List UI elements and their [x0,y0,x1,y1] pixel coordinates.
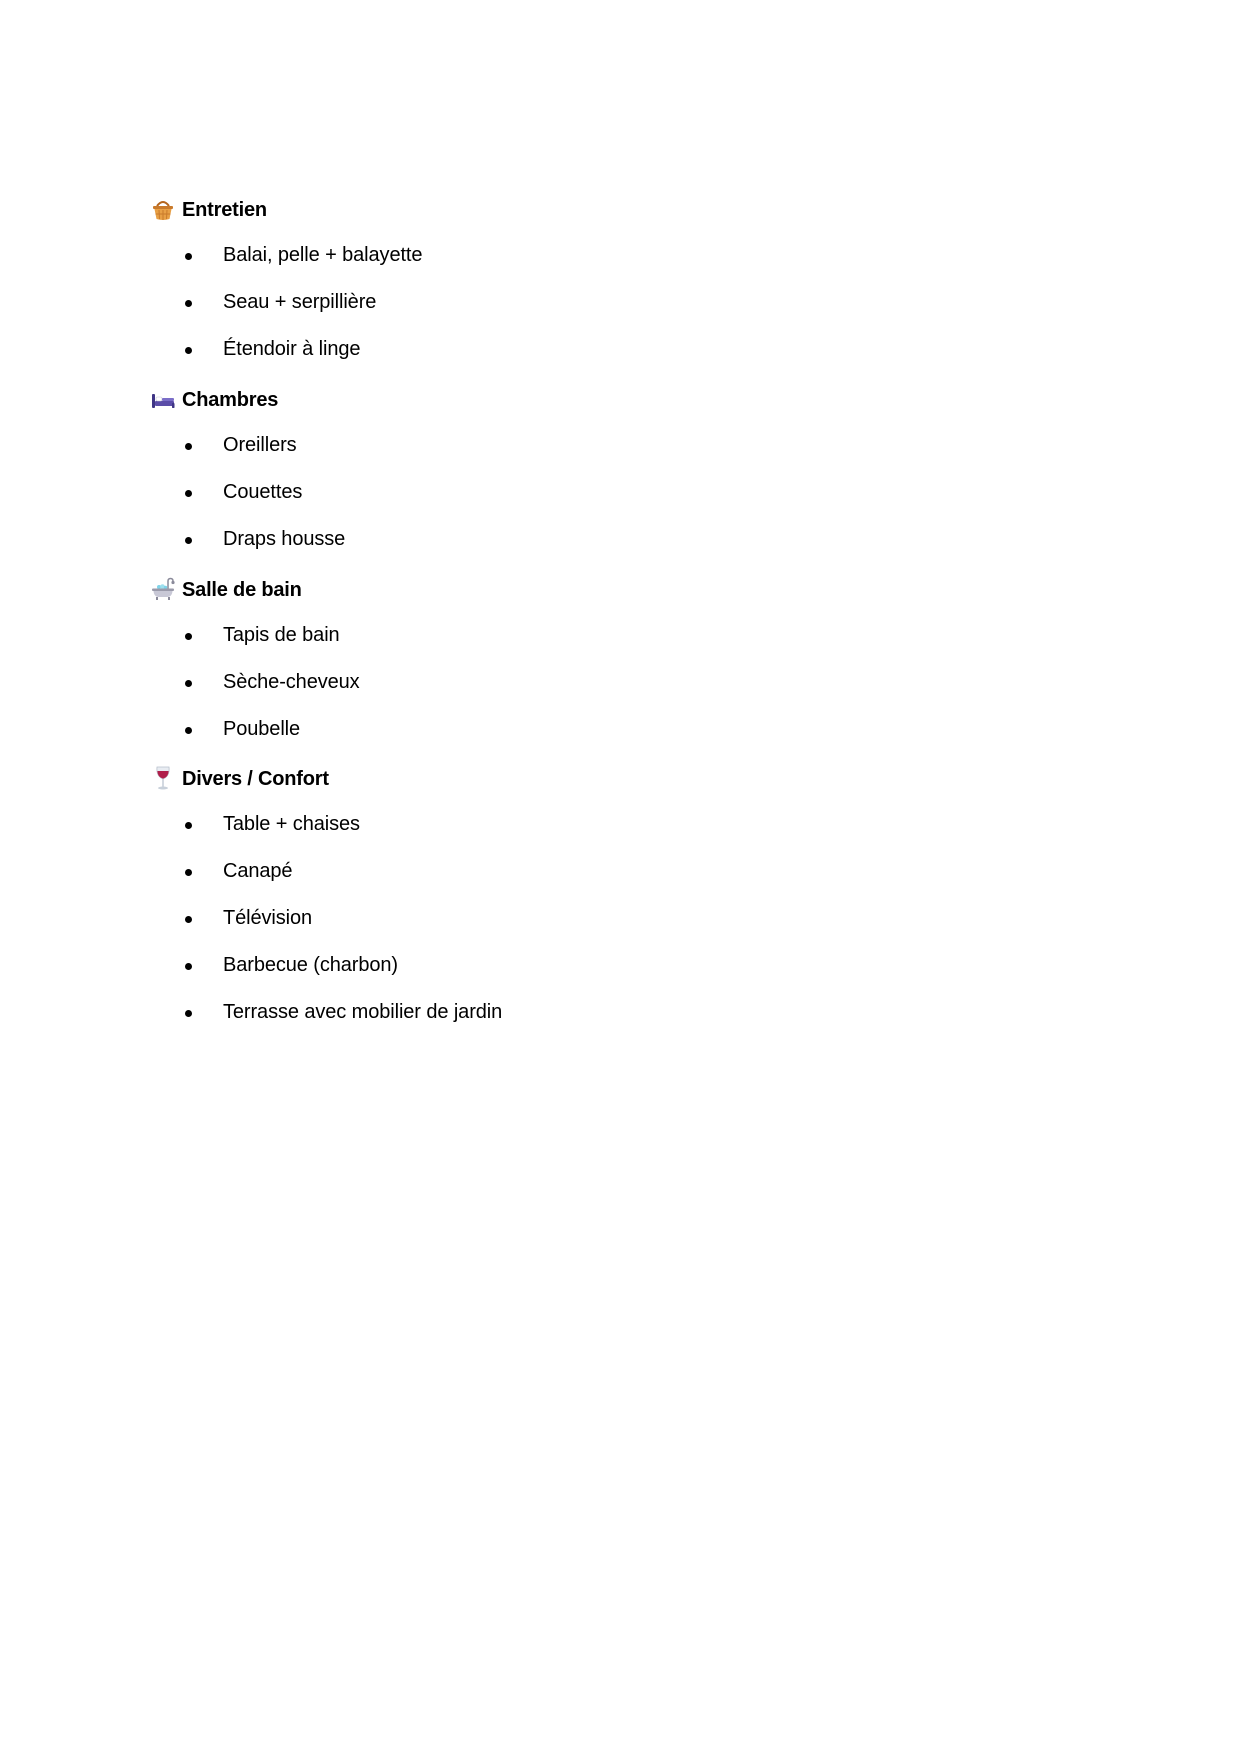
section-title: Salle de bain [182,578,302,601]
list-item: Balai, pelle + balayette [150,232,422,279]
bullet-icon [185,347,192,354]
bullet-icon [185,963,192,970]
item-list [150,422,345,563]
bullet-icon [185,680,192,687]
section-title: Entretien [182,198,267,221]
section-salle-de-bain [150,575,360,753]
list-item: Barbecue (charbon) [150,942,502,989]
list-item: Canapé [150,848,502,895]
section-heading [150,764,502,794]
bullet-icon [185,253,192,260]
section-divers-confort [150,764,502,1036]
list-item: Télévision [150,895,502,942]
wine-glass-icon [150,765,176,791]
section-heading [150,575,360,605]
section-title: Divers / Confort [182,767,329,790]
bullet-icon [185,727,192,734]
list-item: Tapis de bain [150,612,360,659]
list-item: Couettes [150,469,345,516]
list-item: Poubelle [150,706,360,753]
bullet-icon [185,300,192,307]
bathtub-icon [150,576,176,602]
item-list [150,232,422,373]
item-list [150,612,360,753]
list-item: Draps housse [150,516,345,563]
section-title: Chambres [182,388,279,411]
section-heading [150,385,345,415]
bed-icon [150,386,176,412]
list-item: Terrasse avec mobilier de jardin [150,989,502,1036]
bullet-icon [185,1010,192,1017]
list-item: Oreillers [150,422,345,469]
section-chambres [150,385,345,563]
item-list [150,801,502,1036]
section-heading [150,195,422,225]
list-item: Sèche-cheveux [150,659,360,706]
bullet-icon [185,443,192,450]
bullet-icon [185,916,192,923]
bullet-icon [185,869,192,876]
bullet-icon [185,822,192,829]
list-item: Seau + serpillière [150,279,422,326]
basket-icon [150,196,176,222]
section-entretien [150,195,422,373]
bullet-icon [185,537,192,544]
list-item: Table + chaises [150,801,502,848]
list-item: Étendoir à linge [150,326,422,373]
bullet-icon [185,633,192,640]
bullet-icon [185,490,192,497]
